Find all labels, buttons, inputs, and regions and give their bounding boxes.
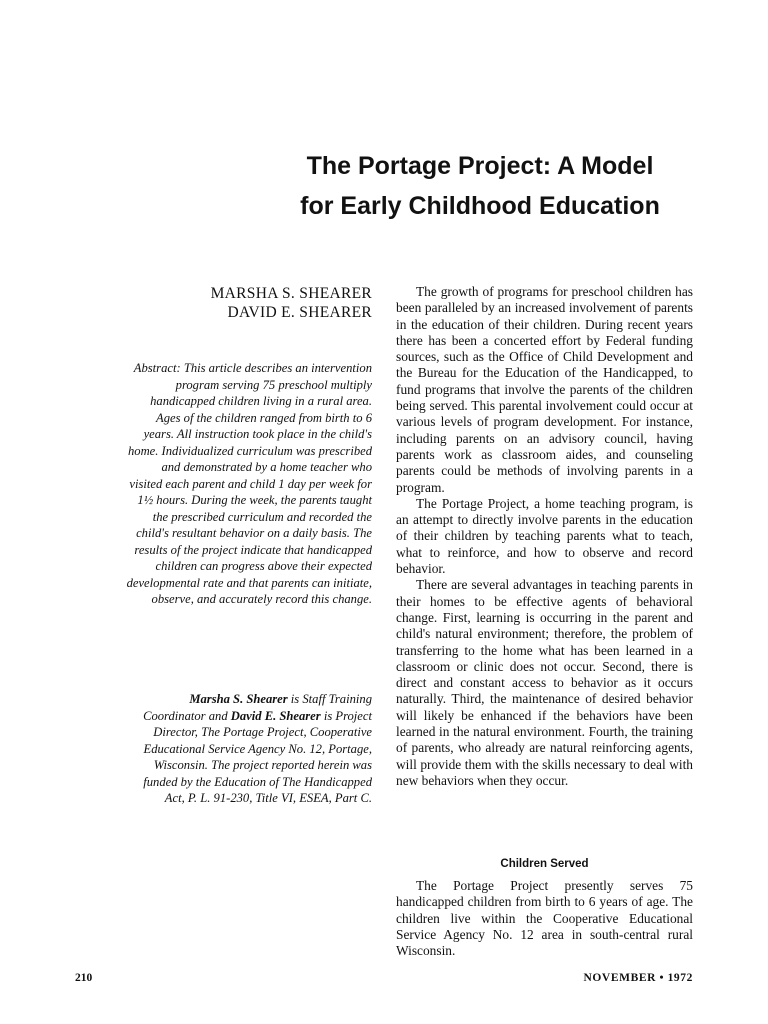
author-name-1: MARSHA S. SHEARER	[210, 285, 372, 302]
page-number: 210	[75, 972, 93, 984]
abstract-text: This article describes an intervention program serving 75 preschool multiply handicapped children living in a rural area. Ages of the children ranged from birth to 6 years. All instruction took place in the child's home. Individualized curriculum was prescribed and demonstrated by a home teacher who visited each parent and child 1 day per week for 1½ hours. During the week, the parents taught the prescribed curriculum and recorded the child's resultant behavior on a daily basis. The results of the project indicate that handicapped children can progress above their expected developmental rate and that parents can initiate, observe, and accurately record this change.	[126, 361, 372, 606]
abstract-label: Abstract:	[133, 361, 181, 375]
section-heading: Children Served	[500, 858, 589, 870]
author-name-2: DAVID E. SHEARER	[227, 304, 372, 321]
body-paragraph-1: The growth of programs for preschool children has been paralleled by an increased involvement of parents in the education of their children. During recent years there has been a concerted effort by Federal funding sources, such as the Office of Child Development and the Bureau for the Education of the Handicapped, to fund programs that involve the parents of the children being served. This parental involvement could occur at various levels of program development. For instance, including parents on an advisory council, having parents work as classroom aides, and counseling parents could be methods of involving parents in a program.	[396, 284, 693, 495]
abstract	[126, 360, 372, 608]
issue-date: NOVEMBER • 1972	[583, 972, 693, 984]
article-title-line-1: The Portage Project: A Model	[306, 152, 654, 180]
bio-name-1: Marsha S. Shearer	[189, 692, 288, 706]
article-title-line-2: for Early Childhood Education	[300, 192, 660, 220]
body-column	[396, 284, 693, 789]
bio-name-2: David E. Shearer	[230, 708, 321, 723]
bio-text-2: is Project Director, The Portage Project, Cooperative Educational Service Agency No. 12, Portage, Wisconsin. The project reported herein was funded by the Education of The Handicapped Act, P. L. 91-230, Title VI, ESEA, Part C.	[143, 708, 372, 805]
bio-text-1: is Staff Training Coordinator and	[143, 692, 372, 723]
article-title	[250, 146, 710, 226]
body-paragraph-2: The Portage Project, a home teaching program, is an attempt to directly involve parents in the education of their children by teaching parents what to teach, what to reinforce, and how to observe and record behavior.	[396, 495, 693, 577]
section-paragraph-1: The Portage Project presently serves 75 handicapped children from birth to 6 years of age. The children live within the Cooperative Educational Service Agency No. 12 area in south-central rural Wisconsin.	[396, 878, 693, 959]
body-paragraph-3: There are several advantages in teaching parents in their homes to be effective agents of behavioral change. First, learning is occurring in the parent and child's natural environment; therefore, the problem of transferring to the home what has been learned in a classroom or clinic does not occur. Second, there is direct and constant access to behavior as it occurs naturally. Third, the maintenance of desired behavior will likely be enhanced if the behaviors have been learned in the natural environment. Fourth, the training of parents, who already are natural reinforcing agents, will provide them with the skills necessary to deal with new behaviors when they occur.	[396, 577, 693, 788]
author-list	[150, 284, 372, 322]
section-body	[396, 878, 693, 959]
author-bio	[126, 691, 372, 807]
